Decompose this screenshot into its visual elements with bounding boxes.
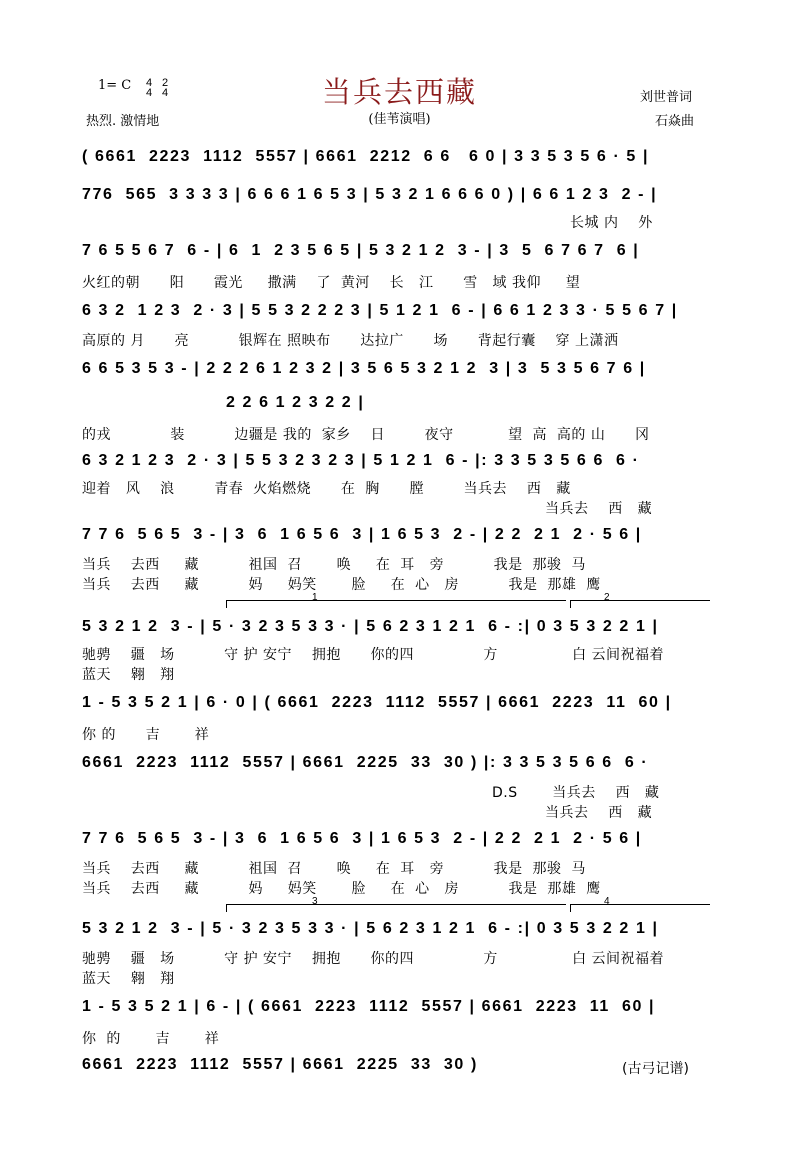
- volta-tick-2: [570, 600, 571, 608]
- lyric-line-11: 你 的 吉 祥: [82, 727, 210, 743]
- score-line-6: 6 3 2 1 2 3 2 · 3 | 5 5 3 2 3 2 3 | 5 1 2 1 6 - |: 3 3 5 3 5 6 6 6 ·: [82, 452, 640, 469]
- tempo-marking: 热烈. 激情地: [86, 114, 160, 129]
- volta-tick-1: [226, 600, 227, 608]
- lyric-line-8: 当兵 去西 藏 妈 妈笑 脸 在 心 房 我是 那雄 鹰: [82, 577, 601, 593]
- lyric-line-4: 的戎 装 边疆是 我的 家乡 日 夜守 望 高 高的 山 冈: [82, 427, 650, 443]
- score-line-9: 1 - 5 3 5 2 1 | 6 · 0 | ( 6661 2223 1112 5557 | 6661 2223 11 60 |: [82, 694, 672, 711]
- volta-number-3: 3: [312, 896, 318, 907]
- score-line-2: 776 565 3 3 3 3 | 6 6 6 1 6 5 3 | 5 3 2 1 6 6 6 0 ) | 6 6 1 2 3 2 - |: [82, 186, 658, 203]
- lyric-line-10: 蓝天 翱 翔: [82, 667, 175, 683]
- key-signature: 1= C: [98, 78, 132, 93]
- score-line-12: 5 3 2 1 2 3 - | 5 · 3 2 3 5 3 3 · | 5 6 2 3 1 2 1 6 - :| 0 3 5 3 2 2 1 |: [82, 920, 659, 937]
- score-line-7: 7 7 6 5 6 5 3 - | 3 6 1 6 5 6 3 | 1 6 5 3 2 - | 2 2 2 1 2 · 5 6 |: [82, 526, 642, 543]
- score-line-5b: 2 2 6 1 2 3 2 2 |: [226, 394, 365, 411]
- time-signature-1-top: 4: [145, 77, 153, 89]
- score-line-14: 6661 2223 1112 5557 | 6661 2225 33 30 ): [82, 1056, 478, 1073]
- score-line-3: 7 6 5 5 6 7 6 - | 6 1 2 3 5 6 5 | 5 3 2 1 2 3 - | 3 5 6 7 6 7 6 |: [82, 242, 640, 259]
- score-line-5: 6 6 5 3 5 3 - | 2 2 2 6 1 2 3 2 | 3 5 6 5 3 2 1 2 3 | 3 5 3 5 6 7 6 |: [82, 360, 646, 377]
- time-signature-2-top: 2: [161, 77, 169, 89]
- lyric-line-9: 驰骋 疆 场 守 护 安宁 拥抱 你的四 方 白 云间祝福着: [82, 647, 665, 663]
- volta-bracket-4: [570, 904, 710, 905]
- composer-credit: 石焱曲: [655, 114, 695, 129]
- lyricist-credit: 刘世普词: [640, 90, 693, 105]
- volta-bracket-3: [226, 904, 566, 905]
- lyric-line-13: 当兵去 西 藏: [545, 805, 653, 821]
- lyric-line-12: D.S 当兵去 西 藏: [492, 785, 660, 801]
- score-line-1: ( 6661 2223 1112 5557 | 6661 2212 6 6 6 0 | 3 3 5 3 5 6 · 5 |: [82, 148, 650, 165]
- song-title: 当兵去西藏: [321, 75, 477, 109]
- singer-credit: (佳苇演唱): [368, 112, 431, 127]
- lyric-line-16: 驰骋 疆 场 守 护 安宁 拥抱 你的四 方 白 云间祝福着: [82, 951, 665, 967]
- lyric-line-3: 高原的 月 亮 银辉在 照映布 达拉广 场 背起行囊 穿 上潇洒: [82, 333, 619, 349]
- score-line-4: 6 3 2 1 2 3 2 · 3 | 5 5 3 2 2 2 3 | 5 1 2 1 6 - | 6 6 1 2 3 3 · 5 5 6 7 |: [82, 302, 678, 319]
- volta-number-1: 1: [312, 592, 318, 603]
- time-signature-2-bottom: 4: [161, 87, 169, 99]
- volta-tick-3: [226, 904, 227, 912]
- score-line-13: 1 - 5 3 5 2 1 | 6 - | ( 6661 2223 1112 5557 | 6661 2223 11 60 |: [82, 998, 656, 1015]
- volta-bracket-2: [570, 600, 710, 601]
- volta-number-4: 4: [604, 896, 610, 907]
- lyric-line-6: 当兵去 西 藏: [545, 501, 653, 517]
- lyric-line-18: 你 的 吉 祥: [82, 1031, 220, 1047]
- volta-bracket-1: [226, 600, 566, 601]
- lyric-line-7: 当兵 去西 藏 祖国 召 唤 在 耳 旁 我是 那骏 马: [82, 557, 586, 573]
- score-line-10: 6661 2223 1112 5557 | 6661 2225 33 30 ) |: 3 3 5 3 5 6 6 6 ·: [82, 754, 649, 771]
- score-line-8: 5 3 2 1 2 3 - | 5 · 3 2 3 5 3 3 · | 5 6 2 3 1 2 1 6 - :| 0 3 5 3 2 2 1 |: [82, 618, 659, 635]
- score-line-11: 7 7 6 5 6 5 3 - | 3 6 1 6 5 6 3 | 1 6 5 3 2 - | 2 2 2 1 2 · 5 6 |: [82, 830, 642, 847]
- time-signature-1-bottom: 4: [145, 87, 153, 99]
- lyric-line-5: 迎着 风 浪 青春 火焰燃烧 在 胸 膛 当兵去 西 藏: [82, 481, 571, 497]
- lyric-line-15: 当兵 去西 藏 妈 妈笑 脸 在 心 房 我是 那雄 鹰: [82, 881, 601, 897]
- lyric-line-17: 蓝天 翱 翔: [82, 971, 175, 987]
- lyric-line-1: 长城 内 外: [570, 215, 653, 231]
- volta-number-2: 2: [604, 592, 610, 603]
- transcriber-credit: (古弓记谱): [622, 1061, 689, 1077]
- volta-tick-4: [570, 904, 571, 912]
- lyric-line-2: 火红的朝 阳 霞光 撒满 了 黄河 长 江 雪 域 我仰 望: [82, 275, 581, 291]
- lyric-line-14: 当兵 去西 藏 祖国 召 唤 在 耳 旁 我是 那骏 马: [82, 861, 586, 877]
